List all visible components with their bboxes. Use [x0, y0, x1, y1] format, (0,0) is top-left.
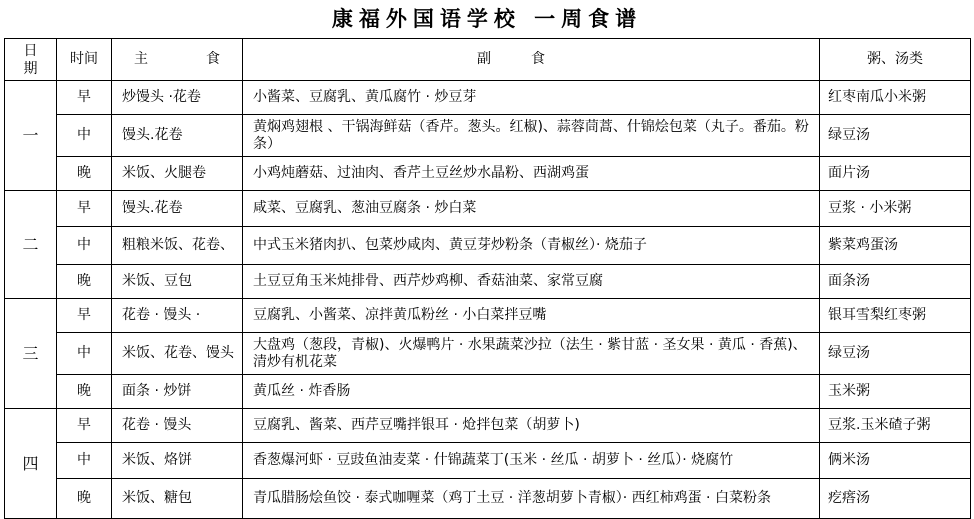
meal-time-cell: 早	[57, 299, 112, 333]
side-dish-cell: 青瓜腊肠烩鱼饺 · 泰式咖喱菜（鸡丁土豆 · 洋葱胡萝卜青椒）· 西红柿鸡蛋 · 白菜粉条	[243, 479, 820, 519]
soup-cell: 银耳雪梨红枣粥	[820, 299, 971, 333]
meal-row	[5, 115, 971, 157]
soup-cell: 紫菜鸡蛋汤	[820, 227, 971, 265]
side-dish-cell: 咸菜、豆腐乳、葱油豆腐条 · 炒白菜	[243, 191, 820, 227]
meal-time-cell: 早	[57, 191, 112, 227]
side-dish-cell: 香葱爆河虾 · 豆豉鱼油麦菜 · 什锦蔬菜丁(玉米 · 丝瓜 · 胡萝卜 · 丝瓜）· 烧腐竹	[243, 443, 820, 479]
header-main-b: 食	[206, 51, 220, 67]
meal-time-cell: 晚	[57, 479, 112, 519]
side-dish-cell: 大盘鸡（葱段，青椒)、火爆鸭片 · 水果蔬菜沙拉（法生 · 紫甘蓝 · 圣女果 · 黄瓜 · 香蕉)、清炒有机花菜	[243, 333, 820, 375]
header-time: 时间	[57, 39, 112, 81]
day-cell: 一	[5, 81, 57, 191]
meal-row	[5, 157, 971, 191]
page-title: 康福外国语学校 一周食谱	[331, 6, 643, 31]
soup-cell: 面片汤	[820, 157, 971, 191]
main-food-cell: 米饭、火腿卷	[112, 157, 243, 191]
header-date: 日 期	[5, 39, 57, 81]
header-main-a: 主	[134, 51, 148, 67]
meal-time-cell: 中	[57, 333, 112, 375]
side-dish-cell: 小鸡炖蘑菇、过油肉、香芹土豆丝炒水晶粉、西湖鸡蛋	[243, 157, 820, 191]
meal-time-cell: 中	[57, 443, 112, 479]
main-food-cell: 馒头.花卷	[112, 191, 243, 227]
soup-cell: 豆浆 · 小米粥	[820, 191, 971, 227]
side-dish-cell: 黄焖鸡翅根 、干锅海鲜菇（香芹。葱头。红椒)、蒜蓉茼蒿、什锦烩包菜（丸子。番茄。粉条）	[243, 115, 820, 157]
header-side: 副食	[243, 39, 820, 81]
meal-time-cell: 中	[57, 227, 112, 265]
main-food-cell: 米饭、花卷、馒头	[112, 333, 243, 375]
main-food-cell: 馒头.花卷	[112, 115, 243, 157]
soup-cell: 豆浆.玉米碴子粥	[820, 409, 971, 443]
meal-row	[5, 81, 971, 115]
soup-cell: 玉米粥	[820, 375, 971, 409]
main-food-cell: 米饭、糖包	[112, 479, 243, 519]
meal-row	[5, 227, 971, 265]
header-row	[5, 39, 971, 81]
meal-row	[5, 409, 971, 443]
side-dish-cell: 豆腐乳、小酱菜、凉拌黄瓜粉丝 · 小白菜拌豆嘴	[243, 299, 820, 333]
soup-cell: 俩米汤	[820, 443, 971, 479]
meal-row	[5, 191, 971, 227]
side-dish-cell: 土豆豆角玉米炖排骨、西芹炒鸡柳、香菇油菜、家常豆腐	[243, 265, 820, 299]
meal-row	[5, 479, 971, 519]
meal-time-cell: 晚	[57, 265, 112, 299]
meal-row	[5, 265, 971, 299]
meal-row	[5, 443, 971, 479]
meal-time-cell: 晚	[57, 157, 112, 191]
day-cell: 二	[5, 191, 57, 299]
soup-cell: 绿豆汤	[820, 115, 971, 157]
side-dish-cell: 小酱菜、豆腐乳、黄瓜腐竹 · 炒豆芽	[243, 81, 820, 115]
meal-time-cell: 早	[57, 81, 112, 115]
header-main	[112, 39, 243, 81]
meal-row	[5, 375, 971, 409]
meal-time-cell: 晚	[57, 375, 112, 409]
side-dish-cell: 中式玉米猪肉扒、包菜炒咸肉、黄豆芽炒粉条（青椒丝）· 烧茄子	[243, 227, 820, 265]
main-food-cell: 米饭、烙饼	[112, 443, 243, 479]
soup-cell: 红枣南瓜小米粥	[820, 81, 971, 115]
main-food-cell: 花卷 · 馒头	[112, 409, 243, 443]
day-cell: 三	[5, 299, 57, 409]
main-food-cell: 面条 · 炒饼	[112, 375, 243, 409]
day-cell: 四	[5, 409, 57, 519]
main-food-cell: 花卷 · 馒头 ·	[112, 299, 243, 333]
meal-row	[5, 333, 971, 375]
soup-cell: 绿豆汤	[820, 333, 971, 375]
main-food-cell: 米饭、豆包	[112, 265, 243, 299]
main-food-cell: 粗粮米饭、花卷、	[112, 227, 243, 265]
side-dish-cell: 黄瓜丝 · 炸香肠	[243, 375, 820, 409]
meal-time-cell: 中	[57, 115, 112, 157]
header-soup: 粥、汤类	[820, 39, 971, 81]
side-dish-cell: 豆腐乳、酱菜、西芹豆嘴拌银耳 · 炝拌包菜（胡萝卜)	[243, 409, 820, 443]
soup-cell: 疙瘩汤	[820, 479, 971, 519]
soup-cell: 面条汤	[820, 265, 971, 299]
main-food-cell: 炒馒头 ·花卷	[112, 81, 243, 115]
meal-time-cell: 早	[57, 409, 112, 443]
meal-row	[5, 299, 971, 333]
menu-table	[4, 38, 971, 519]
